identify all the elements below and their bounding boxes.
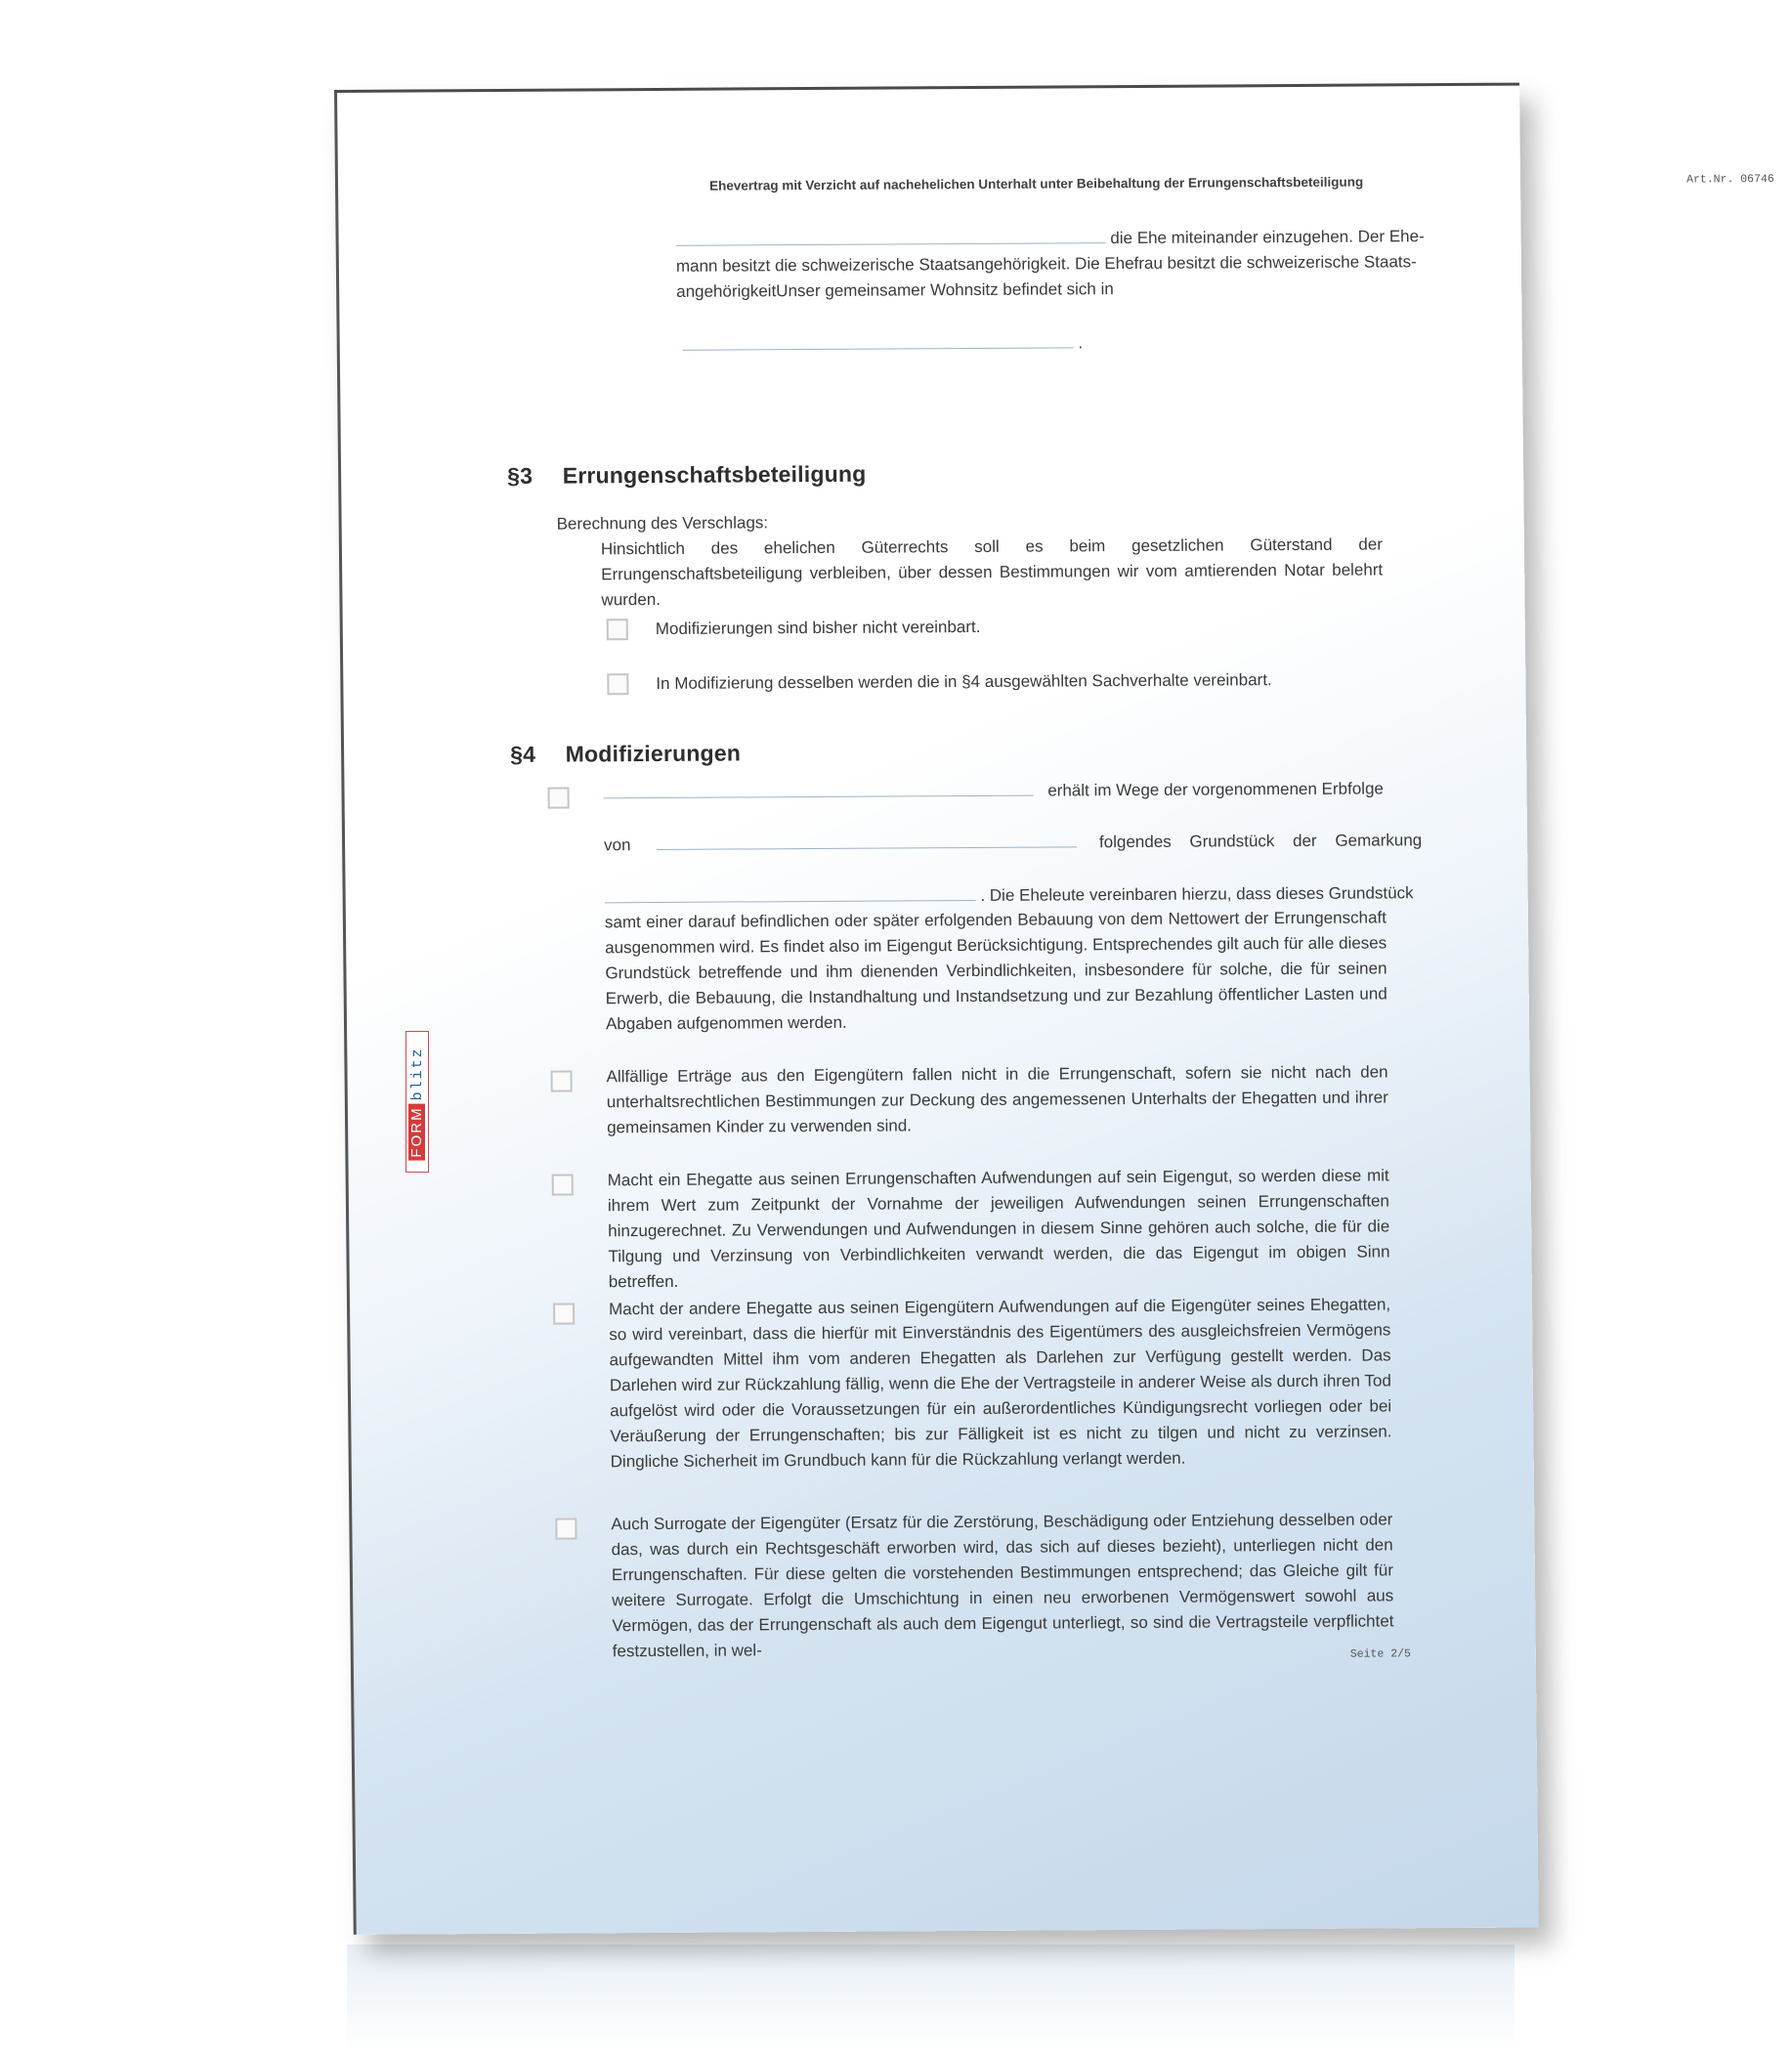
option-modifications-s4: In Modifizierung desselben werden die in §4 ausgewählten Sachverhalte vereinbart.: [656, 670, 1272, 693]
section4-number: §4: [509, 741, 536, 767]
item1-von: von: [604, 835, 631, 855]
fill-line[interactable]: [603, 778, 1033, 799]
item1-line2: [604, 827, 1423, 858]
page-number: Seite 2/5: [1349, 1647, 1412, 1661]
checkbox-item-income[interactable]: [551, 1071, 573, 1092]
section4-title: Modifizierungen: [565, 740, 742, 767]
fill-line[interactable]: [657, 829, 1077, 850]
checkbox-item-expenses[interactable]: [552, 1175, 574, 1196]
fill-line[interactable]: [675, 225, 1105, 246]
checkbox-no-modifications[interactable]: [607, 619, 628, 640]
intro-line4: .: [1078, 333, 1084, 353]
item1-rest: samt einer darauf befindlichen oder später erfolgenden Bebauung von dem Nettowert der Errungenschaft ausgenommen wird. Es findet also im Eigengut Berücksichtigung. Entsprechendes gilt auch für alle dieses Grundstück betreffende und ihm dienenden Verbindlichkeiten, insbesondere für solche, die für seinen Erwerb, die Bebauung, die Instandhaltung und Instandsetzung und zur Bezahlung öffentlicher Lasten und Abgaben aufgenommen werden.: [604, 908, 1387, 1034]
checkbox-item-inheritance[interactable]: [547, 788, 569, 809]
logo-blitz-text: blitz: [409, 1046, 426, 1100]
checkbox-item-surrogates[interactable]: [555, 1518, 576, 1539]
page-header: [708, 172, 1774, 193]
item3-text: Macht ein Ehegatte aus seinen Errungenschaften Aufwendungen auf sein Eigengut, so werden diese mit ihrem Wert zum Zeitpunkt der Vornahme der jeweiligen Aufwendungen seinen Errungenschaften hinzugerechnet. Zu Verwendungen und Aufwendungen in diesem Sinne gehören auch solche, die für die Tilgung und Verzinsung von Verbindlichkeiten verwandt werden, die das Eigengut im obigen Sinn betreffen.: [607, 1166, 1390, 1292]
checkbox-modifications-s4[interactable]: [607, 673, 628, 695]
item5-text: Auch Surrogate der Eigengüter (Ersatz für die Zerstörung, Beschädigung oder Entziehung desselben oder das, was durch ein Rechtsgeschäft erworben wird, das sich auf dieses bezieht), unterliegen nicht den Errungenschaften. Für diese gelten die vorstehenden Bestimmungen entsprechend; das Gleiche gilt für weitere Surrogate. Erfolgt die Umschichtung in einen neu erworbenen Vermögenswert sowohl aus Vermögen, das der Errungenschaft als auch dem Eigengut unterliegt, so sind die Vertragsteile verpflichtet festzustellen, in wel-: [611, 1510, 1394, 1661]
section4-heading: [510, 740, 741, 767]
intro-line2: mann besitzt die schweizerische Staatsangehörigkeit. Die Ehefrau besitzt die schweizerische Staats-: [675, 252, 1417, 276]
item1-line2-text: folgendes Grundstück der Gemarkung: [1098, 831, 1423, 852]
checkbox-item-loan[interactable]: [553, 1304, 575, 1325]
item1-line1-text: erhält im Wege der vorgenommenen Erbfolge: [1047, 779, 1385, 800]
article-number: Art.Nr. 06746: [1685, 172, 1774, 187]
item4-text: Macht der andere Ehegatte aus seinen Eigengütern Aufwendungen auf die Eigengüter seines Ehegatten, so wird vereinbart, dass die hierfür mit Einverständnis des Eigentümers des ausgleichsfreien Vermögens aufgewandten Mittel ihm vom anderen Ehegatten als Darlehen zur Verfügung gestellt werden. Das Darlehen wird zur Rückzahlung fällig, wenn die Ehe der Vertragsteile in anderer Weise als durch ihren Tod aufgelöst wird oder die Voraussetzungen für ein außerordentliches Kündigungsrecht vorliegen oder bei Veräußerung der Errungenschaften; bis zur Fälligkeit ist es nicht zu tilgen und nicht zu verzinsen. Dingliche Sicherheit im Grundbuch kann für die Rückzahlung verlangt werden.: [608, 1295, 1392, 1472]
intro-line1: die Ehe miteinander einzugehen. Der Ehe-: [1110, 227, 1425, 248]
fill-line[interactable]: [683, 329, 1074, 350]
document-page: [334, 83, 1774, 1935]
item2-text: Allfällige Erträge aus den Eigengütern fallen nicht in die Errungenschaft, sofern sie nicht nach den unterhaltsrechtlichen Bestimmungen zur Deckung des angemessenen Unterhalts der Ehegatten und ihrer gemeinsamen Kinder zu verwenden sind.: [606, 1062, 1388, 1137]
option-no-modifications: Modifizierungen sind bisher nicht vereinbart.: [655, 617, 981, 638]
logo-form-text: FORM: [408, 1103, 425, 1160]
intro-block: [675, 223, 1425, 359]
page-reflection: [347, 1945, 1515, 2052]
item1-line3-text: . Die Eheleute vereinbaren hierzu, dass dieses Grundstück: [980, 883, 1414, 905]
section3-title: Errungenschaftsbeteiligung: [562, 460, 867, 489]
header-title: Ehevertrag mit Verzicht auf nachehelichen Unterhalt unter Beibehaltung der Errungenschaftsbeteiligung: [708, 174, 1364, 193]
intro-line3: angehörigkeitUnser gemeinsamer Wohnsitz befindet sich in: [676, 279, 1114, 301]
section3-number: §3: [507, 462, 533, 489]
formblitz-logo: [405, 1031, 429, 1173]
section3-lead: Berechnung des Verschlags:: [556, 513, 769, 534]
section3-heading: [507, 461, 866, 490]
section3-text: Hinsichtlich des ehelichen Güterrechts soll es beim gesetzlichen Güterstand der Errungenschaftsbeteiligung verbleiben, über dessen Bestimmungen wir vom amtierenden Notar belehrt wurden.: [600, 534, 1384, 610]
item1-line1: [603, 775, 1385, 806]
fill-line[interactable]: [605, 882, 976, 903]
